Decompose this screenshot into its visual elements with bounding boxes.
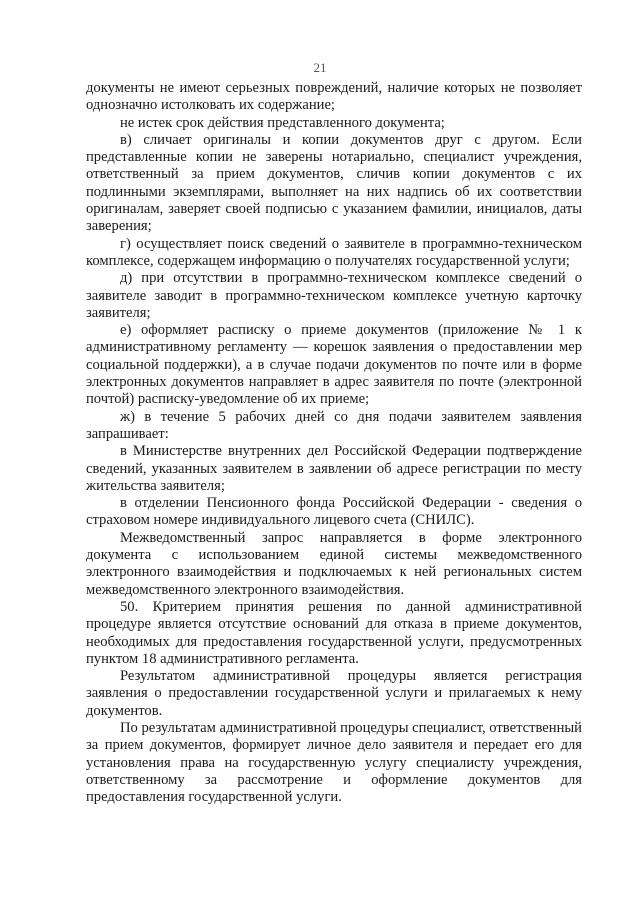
paragraph-documents-damage: документы не имеют серьезных повреждений, наличие которых не позволяет однозначно истолковать их содержание;: [86, 80, 582, 114]
paragraph-result: Результатом административной процедуры является регистрация заявления о предоставлении государственной услуги и прилагаемых к нему документов.: [86, 668, 582, 719]
paragraph-item-d: д) при отсутствии в программно-техническом комплексе сведений о заявителе заводит в программно-техническом комплексе учетную карточку заявителя;: [86, 270, 582, 321]
paragraph-pfr: в отделении Пенсионного фонда Российской Федерации - сведения о страховом номере индивидуального лицевого счета (СНИЛС).: [86, 495, 582, 529]
paragraph-item-g: г) осуществляет поиск сведений о заявителе в программно-техническом комплексе, содержащем информацию о получателях государственной услуги;: [86, 235, 582, 269]
paragraph-personal-file: По результатам административной процедуры специалист, ответственный за прием документов, формирует личное дело заявителя и передает его для установления права на государственную услугу специалисту учреждения, ответственному за рассмотрение и оформление документов для предоставления государственной услуги.: [86, 719, 582, 806]
paragraph-interagency-request: Межведомственный запрос направляется в форме электронного документа с использованием единой системы межведомственного электронного взаимодействия и подключаемых к ней региональных систем межведомственного электронного взаимодействия.: [86, 529, 582, 598]
paragraph-item-e: е) оформляет расписку о приеме документов (приложение № 1 к административному регламенту — корешок заявления о предоставлении мер социальной поддержки), а в случае подачи документов по почте или в форме электронных документов направляет в адрес заявителя по почте (электронной почтой) расписку-уведомление об их приеме;: [86, 322, 582, 408]
page-number: 21: [313, 60, 327, 75]
paragraph-mvd: в Министерстве внутренних дел Российской Федерации подтверждение сведений, указанных заявителем в заявлении об адресе регистрации по месту жительства заявителя;: [86, 443, 582, 494]
paragraph-item-zh: ж) в течение 5 рабочих дней со дня подачи заявителем заявления запрашивает:: [86, 408, 582, 442]
paragraph-50-criterion: 50. Критерием принятия решения по данной административной процедуре является отсутствие оснований для отказа в приеме документов, необходимых для предоставления государственной услуги, предусмотренных пунктом 18 административного регламента.: [86, 598, 582, 667]
document-body: [86, 80, 582, 806]
paragraph-item-v: в) сличает оригиналы и копии документов друг с другом. Если представленные копии не заверены нотариально, специалист учреждения, ответственный за прием документов, сличив копии документов с их подлинными экземплярами, выполняет на них надпись об их соответствии оригиналам, заверяет своей подписью с указанием фамилии, инициалов, даты заверения;: [86, 131, 582, 235]
paragraph-validity: не истек срок действия представленного документа;: [120, 114, 445, 131]
